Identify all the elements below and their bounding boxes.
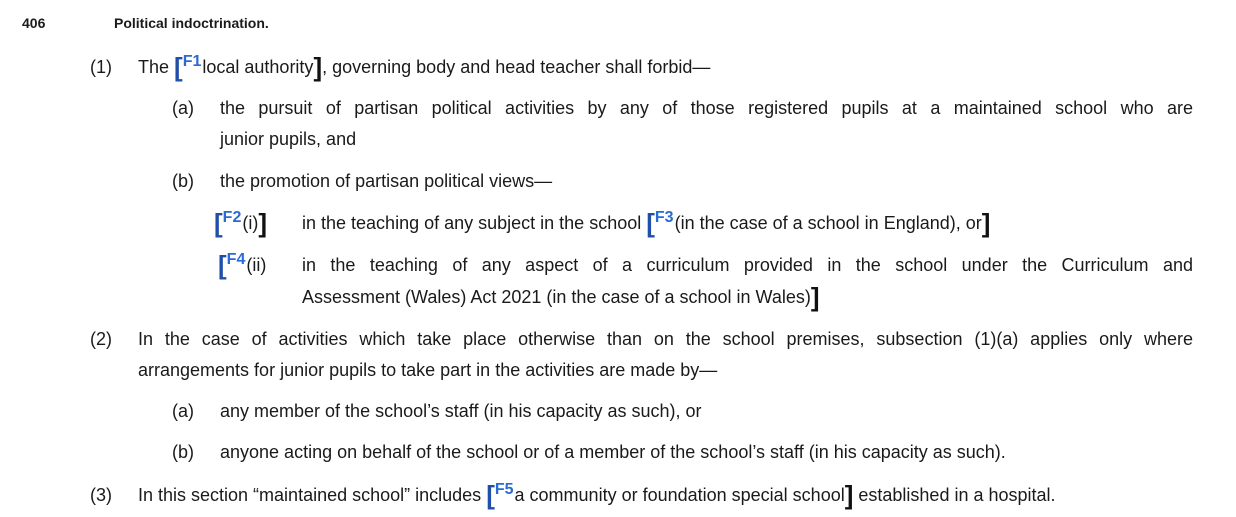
amendment-open-bracket: [	[218, 250, 227, 280]
footnote-f1-link[interactable]: F1	[182, 53, 202, 70]
subpara-ii-number	[218, 250, 267, 280]
subpara-ii-label: (ii)	[246, 255, 267, 275]
subpara-ii-line2-text: Assessment (Wales) Act 2021 (in the case of a school in Wales)	[302, 287, 811, 307]
subsection-1-amended: local authority	[202, 57, 314, 77]
para-1a-number: (a)	[172, 98, 194, 118]
para-2a-text: any member of the school’s staff (in his capacity as such), or	[220, 401, 702, 421]
amendment-open-bracket: [	[486, 480, 495, 510]
subpara-i-main: in the teaching of any subject in the school	[302, 213, 647, 233]
amendment-open-bracket: [	[214, 208, 223, 238]
para-1b-number: (b)	[172, 171, 194, 191]
subpara-ii-line1: in the teaching of any aspect of a curriculum provided in the school under the Curriculum and	[302, 255, 1193, 275]
para-2b-number: (b)	[172, 442, 194, 462]
footnote-f2-link[interactable]: F2	[222, 209, 242, 226]
subpara-i-label: (i)	[242, 213, 259, 233]
subsection-2-line2: arrangements for junior pupils to take part in the activities are made by—	[138, 360, 718, 380]
subsection-1-pre: The	[138, 57, 175, 77]
section-title: Political indoctrination.	[114, 15, 269, 31]
amendment-open-bracket: [	[646, 208, 655, 238]
para-2b-text: anyone acting on behalf of the school or of a member of the school’s staff (in his capacity as such).	[220, 442, 1006, 462]
para-1a-line2: junior pupils, and	[220, 129, 357, 149]
amendment-close-bracket: ]	[258, 208, 268, 238]
footnote-f5-link[interactable]: F5	[494, 481, 514, 498]
amendment-close-bracket: ]	[981, 208, 991, 238]
subsection-2-line1: In the case of activities which take place otherwise than on the school premises, subsection (1)(a) applies only where	[138, 329, 1193, 349]
subsection-3-pre: In this section “maintained school” includes	[138, 485, 487, 505]
subsection-3-text	[138, 480, 1056, 510]
subpara-i-number	[214, 208, 268, 238]
footnote-f3-link[interactable]: F3	[654, 209, 674, 226]
amendment-open-bracket: [	[174, 52, 183, 82]
para-1b-text: the promotion of partisan political views—	[220, 171, 553, 191]
subsection-3-post: established in a hospital.	[853, 485, 1056, 505]
subpara-ii-line2	[302, 282, 820, 312]
para-2a-number: (a)	[172, 401, 194, 421]
subsection-1-text	[138, 52, 711, 82]
subsection-3-amended: a community or foundation special school	[514, 485, 845, 505]
amendment-close-bracket: ]	[313, 52, 323, 82]
subpara-i-text	[302, 208, 991, 238]
para-1a-line1: the pursuit of partisan political activities by any of those registered pupils at a maintained school who are	[220, 98, 1193, 118]
subsection-1-post: , governing body and head teacher shall forbid—	[322, 57, 711, 77]
subsection-3-number: (3)	[90, 485, 112, 505]
amendment-close-bracket: ]	[810, 282, 820, 312]
amendment-close-bracket: ]	[844, 480, 854, 510]
subpara-i-amended: (in the case of a school in England), or	[674, 213, 982, 233]
section-number: 406	[22, 15, 46, 31]
subsection-1-number: (1)	[90, 57, 112, 77]
subsection-2-number: (2)	[90, 329, 112, 349]
footnote-f4-link[interactable]: F4	[226, 251, 246, 268]
